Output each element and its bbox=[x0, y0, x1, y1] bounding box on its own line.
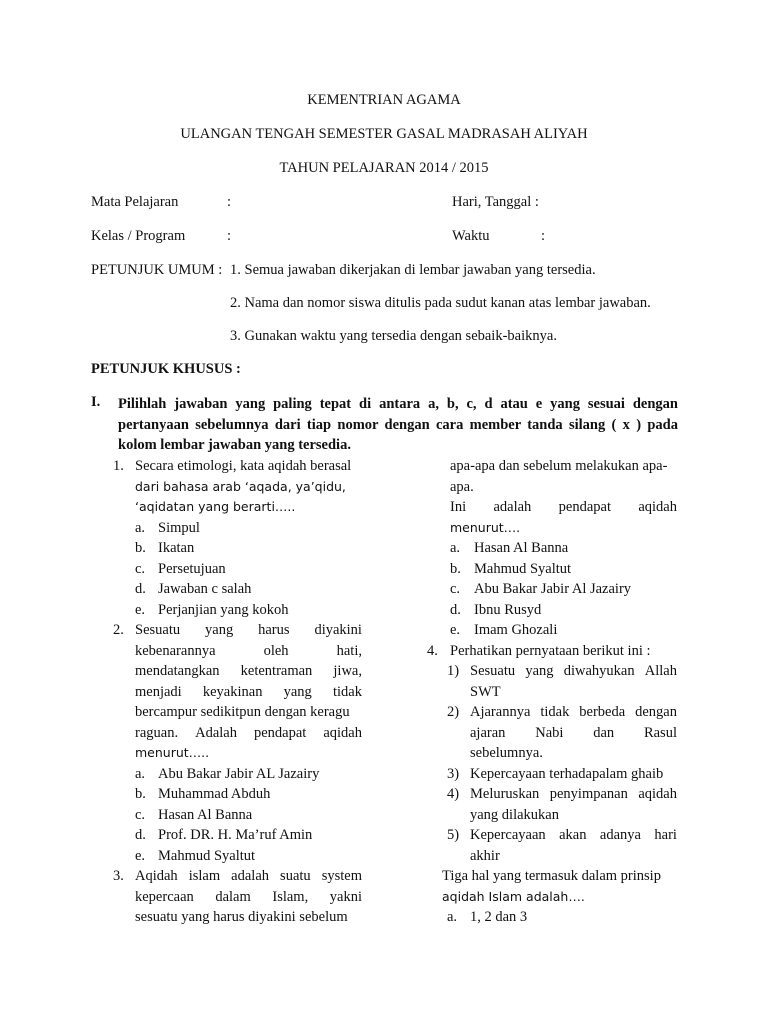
class-colon: : bbox=[227, 228, 232, 244]
statement: 5) Kepercayaan akan adanya hari bbox=[447, 827, 677, 843]
question-4-prompt: Tiga hal yang termasuk dalam prinsip bbox=[442, 868, 661, 884]
option-text: Muhammad Abduh bbox=[158, 786, 271, 802]
option-text: Prof. DR. H. Ma’ruf Amin bbox=[158, 827, 313, 843]
ministry-title: KEMENTRIAN AGAMA bbox=[307, 92, 461, 108]
option: c. Hasan Al Banna bbox=[113, 805, 363, 826]
exam-title: ULANGAN TENGAH SEMESTER GASAL MADRASAH ALIYAH bbox=[180, 126, 588, 142]
option-text: Mahmud Syaltut bbox=[474, 560, 572, 577]
question-1-number: 1. bbox=[113, 458, 124, 474]
option-text: Simpul bbox=[158, 519, 200, 536]
question-4-prompt: aqidah Islam adalah…. bbox=[442, 888, 585, 904]
option: a. Simpul bbox=[113, 518, 363, 539]
date-label: Hari, Tanggal : bbox=[452, 194, 539, 210]
option: e. Imam Ghozali bbox=[427, 620, 679, 641]
option-text: Hasan Al Banna bbox=[158, 806, 253, 823]
option-text: 1, 2 dan 3 bbox=[470, 909, 528, 925]
option: e. Perjanjian yang kokoh bbox=[113, 600, 363, 621]
option: d. Jawaban c salah bbox=[113, 579, 363, 600]
option: a. 1, 2 dan 3 bbox=[427, 907, 679, 928]
general-instructions-label: PETUNJUK UMUM : bbox=[91, 262, 223, 278]
option: d. Prof. DR. H. Ma’ruf Amin bbox=[113, 825, 363, 846]
time-label: Waktu bbox=[452, 228, 490, 244]
statement: 3) Kepercayaan terhadapalam ghaib bbox=[447, 765, 664, 782]
statement: 4) Meluruskan penyimpanan aqidah bbox=[447, 786, 677, 802]
option-text: Abu Bakar Jabir AL Jazairy bbox=[158, 765, 320, 782]
question-4-number: 4. bbox=[427, 642, 438, 659]
question-1-text: ‘aqidatan yang berarti….. bbox=[135, 499, 296, 514]
academic-year: TAHUN PELAJARAN 2014 / 2015 bbox=[279, 160, 489, 176]
question-4-line bbox=[427, 641, 679, 662]
time-colon: : bbox=[541, 228, 546, 244]
question-1-text: Secara etimologi, kata aqidah berasal bbox=[135, 458, 352, 474]
option-text: Jawaban c salah bbox=[158, 581, 252, 597]
question-2-number: 2. bbox=[113, 622, 124, 638]
question-2-line: 2. Sesuatu yang harus diyakini bbox=[113, 620, 363, 641]
specific-instructions-label: PETUNJUK KHUSUS : bbox=[91, 361, 241, 377]
option-text: Ibnu Rusyd bbox=[474, 601, 542, 618]
option-text: Imam Ghozali bbox=[474, 622, 558, 638]
question-4-text: Perhatikan pernyataan berikut ini : bbox=[450, 642, 651, 659]
question-1-line bbox=[113, 456, 363, 477]
option: b. Mahmud Syaltut bbox=[427, 559, 679, 580]
section-number: I. bbox=[91, 394, 101, 410]
option: a. Abu Bakar Jabir AL Jazairy bbox=[113, 764, 363, 785]
question-3-number: 3. bbox=[113, 868, 124, 884]
left-column: 1. Secara etimologi, kata aqidah berasal dari bahasa arab ‘aqada, ya’qidu, ‘aqidatan yang berarti….. a. Simpul b. Ikatan c. Persetujuan d. Jawaban c salah e. Perjanjian yang kokoh 2. Sesuatu yang harus diyakini kebenarannya oleh hati, mendatangkan ketentraman jiwa, menjadi keyakinan yang tidak bercampur sedikitpun dengan keragu raguan. Adalah pendapat aqidah menurut….. a. Abu Bakar Jabir AL Jazairy b. Muhammad Abduh c. Hasan Al Banna d. Prof. DR. H. Ma’ruf Amin e. Mahmud Syaltut 3. Aqidah islam adalah suatu system kepercaan dalam Islam, yakni sesuatu yang harus diyakini sebelum bbox=[113, 458, 362, 925]
option: e. Mahmud Syaltut bbox=[113, 846, 363, 867]
option: a. Hasan Al Banna bbox=[427, 538, 679, 559]
option: d. Ibnu Rusyd bbox=[427, 600, 679, 621]
option-text: Abu Bakar Jabir Al Jazairy bbox=[474, 581, 632, 597]
question-3-text: apa-apa dan sebelum melakukan apa- bbox=[450, 458, 668, 474]
section-instruction: Pilihlah jawaban yang paling tepat di antara a, b, c, d atau e yang sesuai dengan pertanyaan sebelumnya dari tiap nomor dengan cara member tanda silang ( x ) pada kolom lembar jawaban yang tersedia. bbox=[118, 396, 678, 453]
subject-colon: : bbox=[227, 194, 232, 210]
subject-label: Mata Pelajaran bbox=[91, 194, 179, 210]
option-text: Hasan Al Banna bbox=[474, 540, 569, 556]
question-3-line: 3. Aqidah islam adalah suatu system bbox=[113, 866, 363, 887]
option-text: Persetujuan bbox=[158, 560, 226, 577]
statement: 1) Sesuatu yang diwahyukan Allah bbox=[447, 663, 677, 679]
general-instruction-3: 3. Gunakan waktu yang tersedia dengan sebaik-baiknya. bbox=[230, 328, 557, 344]
question-1-text: dari bahasa arab ‘aqada, ya’qidu, bbox=[135, 478, 346, 494]
class-label: Kelas / Program bbox=[91, 228, 186, 244]
option: c. Persetujuan bbox=[113, 559, 363, 580]
statement: 2) Ajarannya tidak berbeda dengan bbox=[447, 704, 677, 720]
option: b. Ikatan bbox=[113, 538, 363, 559]
option-text: Ikatan bbox=[158, 540, 195, 556]
right-column: apa-apa dan sebelum melakukan apa- apa. Ini adalah pendapat aqidah menurut…. a. Hasan Al Banna b. Mahmud Syaltut c. Abu Bakar Jabir Al Jazairy d. Ibnu Rusyd e. Imam Ghozali 4. Perhatikan pernyataan berikut ini : 1) Sesuatu yang diwahyukan Allah SWT 2) Ajarannya tidak berbeda dengan ajaran Nabi dan Rasul sebelumnya. 3) Kepercayaan terhadapalam ghaib 4) Meluruskan penyimpanan aqidah yang dilakukan 5) Kepercayaan akan adanya hari akhir Tiga hal yang termasuk dalam prinsip aqidah Islam adalah…. a. 1, 2 dan 3 bbox=[427, 456, 679, 928]
option: b. Muhammad Abduh bbox=[113, 784, 363, 805]
general-instruction-1: 1. Semua jawaban dikerjakan di lembar jawaban yang tersedia. bbox=[230, 262, 596, 278]
general-instruction-2: 2. Nama dan nomor siswa ditulis pada sudut kanan atas lembar jawaban. bbox=[230, 295, 651, 311]
option-text: Mahmud Syaltut bbox=[158, 847, 256, 864]
option-text: Perjanjian yang kokoh bbox=[158, 601, 289, 618]
option: c. Abu Bakar Jabir Al Jazairy bbox=[427, 579, 679, 600]
